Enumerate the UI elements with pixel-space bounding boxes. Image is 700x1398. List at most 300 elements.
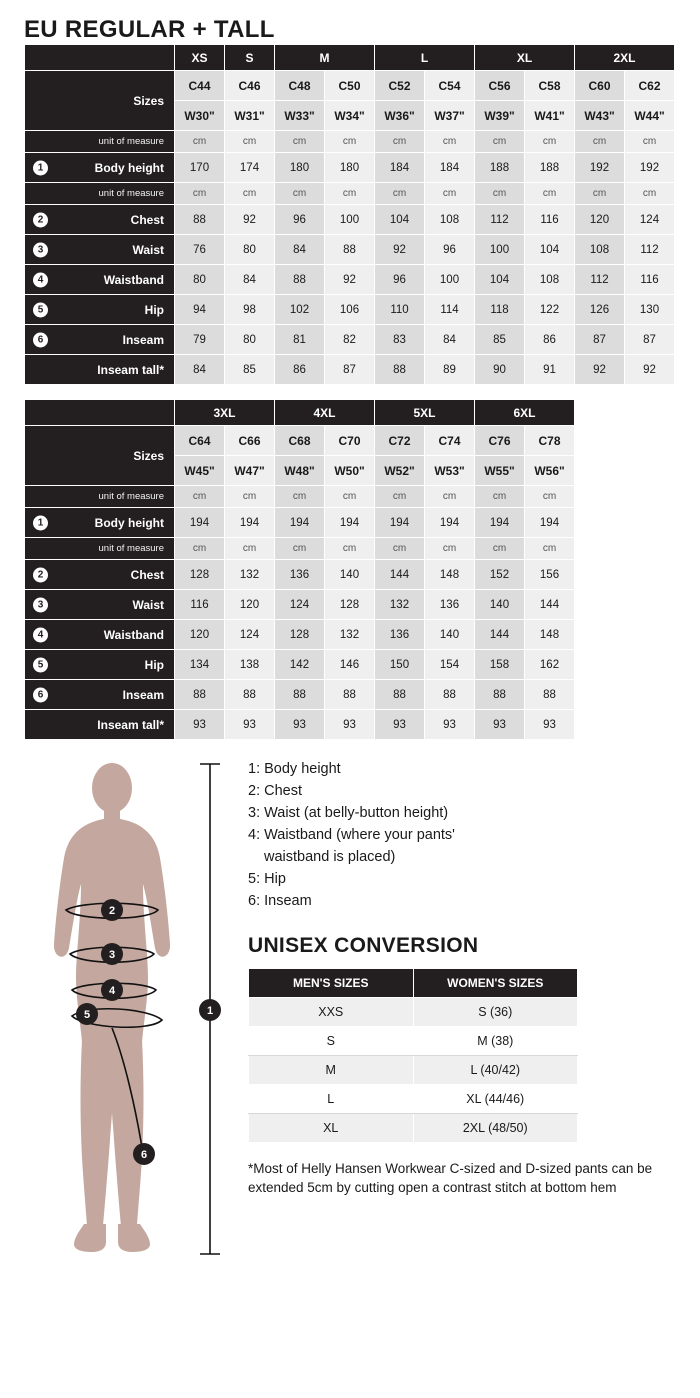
data-cell: cm: [275, 538, 325, 560]
data-cell: 80: [225, 325, 275, 355]
data-cell: 88: [475, 680, 525, 710]
data-cell: 92: [325, 265, 375, 295]
data-cell: 85: [225, 355, 275, 385]
data-cell: cm: [525, 183, 575, 205]
row-label: 3 Waist: [25, 235, 175, 265]
row-label: 2 Chest: [25, 205, 175, 235]
row-label: unit of measure: [25, 538, 175, 560]
data-cell: 128: [325, 590, 375, 620]
row-label: unit of measure: [25, 486, 175, 508]
data-cell: 152: [475, 560, 525, 590]
data-cell: 194: [275, 508, 325, 538]
row-marker-5: 5: [33, 657, 48, 672]
size-code-cell: C54: [425, 71, 475, 101]
data-cell: 80: [225, 235, 275, 265]
data-cell: cm: [175, 538, 225, 560]
data-cell: 148: [425, 560, 475, 590]
size-code-cell: C60: [575, 71, 625, 101]
data-cell: 124: [625, 205, 675, 235]
data-cell: cm: [425, 486, 475, 508]
data-cell: cm: [425, 538, 475, 560]
data-cell: 194: [525, 508, 575, 538]
data-cell: 142: [275, 650, 325, 680]
table-row: [25, 131, 675, 153]
data-cell: 104: [525, 235, 575, 265]
data-cell: 120: [175, 620, 225, 650]
size-code-cell: C46: [225, 71, 275, 101]
data-cell: 88: [525, 680, 575, 710]
row-marker-4: 4: [33, 627, 48, 642]
row-label: 6 Inseam: [25, 680, 175, 710]
data-cell: 184: [375, 153, 425, 183]
group-header-row: [25, 400, 575, 426]
data-cell: 128: [175, 560, 225, 590]
data-cell: 83: [375, 325, 425, 355]
row-label: 4 Waistband: [25, 265, 175, 295]
data-cell: 112: [475, 205, 525, 235]
data-cell: cm: [575, 131, 625, 153]
row-marker-2: 2: [33, 212, 48, 227]
footnote-text: *Most of Helly Hansen Workwear C-sized and D-sized pants can be extended 5cm by cutting open a contrast stitch at bottom hem: [248, 1161, 653, 1195]
unisex-conversion-table: [248, 968, 578, 1143]
data-cell: 84: [425, 325, 475, 355]
data-cell: 132: [325, 620, 375, 650]
size-code-cell: C74: [425, 426, 475, 456]
data-cell: 91: [525, 355, 575, 385]
data-cell: 116: [625, 265, 675, 295]
data-cell: 93: [275, 710, 325, 740]
data-cell: cm: [225, 131, 275, 153]
data-cell: 146: [325, 650, 375, 680]
data-cell: 88: [225, 680, 275, 710]
data-cell: 84: [225, 265, 275, 295]
data-cell: 86: [525, 325, 575, 355]
waist-code-cell: W34": [325, 101, 375, 131]
legend-item-3: 4: Waistband (where your pants': [248, 827, 455, 843]
data-cell: 92: [225, 205, 275, 235]
waist-code-cell: W37": [425, 101, 475, 131]
conversion-cell: M (38): [413, 1027, 578, 1056]
marker-3: 3: [108, 949, 116, 961]
size-code-cell: C58: [525, 71, 575, 101]
table-row: [25, 183, 675, 205]
conversion-cell: 2XL (48/50): [413, 1114, 578, 1143]
data-cell: 150: [375, 650, 425, 680]
data-cell: 100: [475, 235, 525, 265]
data-cell: 158: [475, 650, 525, 680]
data-cell: 148: [525, 620, 575, 650]
data-cell: cm: [475, 486, 525, 508]
waist-code-cell: W52": [375, 456, 425, 486]
data-cell: 100: [425, 265, 475, 295]
data-cell: 92: [625, 355, 675, 385]
marker-5: 5: [83, 1009, 91, 1021]
conversion-cell: L: [249, 1085, 414, 1114]
lower-section: [0, 740, 700, 1268]
data-cell: 126: [575, 295, 625, 325]
body-diagram-svg: [24, 758, 229, 1268]
data-cell: 120: [575, 205, 625, 235]
data-cell: 192: [575, 153, 625, 183]
row-marker-3: 3: [33, 242, 48, 257]
sizes-c-row: [25, 426, 575, 456]
size-code-cell: C50: [325, 71, 375, 101]
data-cell: 88: [325, 680, 375, 710]
size-code-cell: C72: [375, 426, 425, 456]
data-cell: cm: [275, 183, 325, 205]
table-row: [25, 650, 575, 680]
conversion-cell: S (36): [413, 998, 578, 1027]
data-cell: cm: [625, 131, 675, 153]
data-cell: 136: [275, 560, 325, 590]
data-cell: 134: [175, 650, 225, 680]
data-cell: cm: [175, 131, 225, 153]
data-cell: 140: [475, 590, 525, 620]
table-row: [25, 538, 575, 560]
data-cell: 188: [475, 153, 525, 183]
table-row: [25, 153, 675, 183]
size-table-regular: [24, 44, 675, 385]
page-title: EU REGULAR + TALL: [24, 16, 275, 43]
size-code-cell: C78: [525, 426, 575, 456]
waist-code-cell: W55": [475, 456, 525, 486]
size-table-regular-wrap: [0, 44, 700, 385]
table-row: [25, 560, 575, 590]
size-code-cell: C56: [475, 71, 525, 101]
data-cell: 184: [425, 153, 475, 183]
row-label: 4 Waistband: [25, 620, 175, 650]
data-cell: 85: [475, 325, 525, 355]
table-row: [25, 235, 675, 265]
data-cell: cm: [175, 486, 225, 508]
table-row: [25, 265, 675, 295]
conversion-row: [249, 1056, 578, 1085]
data-cell: 110: [375, 295, 425, 325]
waist-code-cell: W30": [175, 101, 225, 131]
data-cell: 136: [425, 590, 475, 620]
waist-code-cell: W39": [475, 101, 525, 131]
data-cell: 194: [225, 508, 275, 538]
data-cell: cm: [625, 183, 675, 205]
data-cell: 128: [275, 620, 325, 650]
data-cell: cm: [475, 131, 525, 153]
legend-item-2: 3: Waist (at belly-button height): [248, 805, 449, 821]
data-cell: 90: [475, 355, 525, 385]
data-cell: 79: [175, 325, 225, 355]
data-cell: 122: [525, 295, 575, 325]
data-cell: cm: [325, 486, 375, 508]
data-cell: 124: [225, 620, 275, 650]
data-cell: 116: [525, 205, 575, 235]
data-cell: 194: [175, 508, 225, 538]
data-cell: 87: [325, 355, 375, 385]
data-cell: 144: [475, 620, 525, 650]
data-cell: 144: [375, 560, 425, 590]
data-cell: 104: [375, 205, 425, 235]
row-marker-1: 1: [33, 160, 48, 175]
body-silhouette-icon: [54, 763, 170, 1252]
data-cell: cm: [525, 131, 575, 153]
marker-1: 1: [206, 1005, 214, 1017]
data-cell: 76: [175, 235, 225, 265]
data-cell: 130: [625, 295, 675, 325]
table-row: [25, 620, 575, 650]
data-cell: 93: [375, 710, 425, 740]
data-cell: 180: [325, 153, 375, 183]
data-cell: 93: [175, 710, 225, 740]
data-cell: 118: [475, 295, 525, 325]
group-header: XS: [175, 45, 225, 71]
data-cell: 120: [225, 590, 275, 620]
legend-item-6: 6: Inseam: [248, 893, 312, 909]
data-cell: 144: [525, 590, 575, 620]
data-cell: cm: [175, 183, 225, 205]
row-marker-1: 1: [33, 515, 48, 530]
data-cell: 96: [275, 205, 325, 235]
data-cell: 132: [225, 560, 275, 590]
sizes-label: Sizes: [25, 71, 175, 131]
table-row: [25, 325, 675, 355]
data-cell: cm: [575, 183, 625, 205]
conversion-cell: M: [249, 1056, 414, 1085]
row-marker-3: 3: [33, 597, 48, 612]
waist-code-cell: W56": [525, 456, 575, 486]
group-header: 2XL: [575, 45, 675, 71]
row-label: 6 Inseam: [25, 325, 175, 355]
conversion-cell: XL (44/46): [413, 1085, 578, 1114]
table-row: [25, 295, 675, 325]
data-cell: 84: [275, 235, 325, 265]
conversion-row: [249, 998, 578, 1027]
size-table-plus: [24, 399, 575, 740]
group-header: 3XL: [175, 400, 275, 426]
size-code-cell: C68: [275, 426, 325, 456]
data-cell: 162: [525, 650, 575, 680]
row-label: Inseam tall*: [25, 710, 175, 740]
data-cell: 89: [425, 355, 475, 385]
size-code-cell: C70: [325, 426, 375, 456]
table-row: [25, 508, 575, 538]
data-cell: 180: [275, 153, 325, 183]
data-cell: cm: [325, 183, 375, 205]
legend-item-5: 5: Hip: [248, 871, 286, 887]
data-cell: 88: [375, 355, 425, 385]
data-cell: 194: [475, 508, 525, 538]
data-cell: cm: [375, 131, 425, 153]
data-cell: 88: [175, 205, 225, 235]
data-cell: cm: [225, 486, 275, 508]
data-cell: 108: [575, 235, 625, 265]
group-header: 5XL: [375, 400, 475, 426]
size-code-cell: C76: [475, 426, 525, 456]
data-cell: 88: [275, 680, 325, 710]
size-code-cell: C48: [275, 71, 325, 101]
group-header: XL: [475, 45, 575, 71]
data-cell: 102: [275, 295, 325, 325]
data-cell: 194: [375, 508, 425, 538]
marker-6: 6: [140, 1149, 148, 1161]
size-code-cell: C52: [375, 71, 425, 101]
waist-code-cell: W45": [175, 456, 225, 486]
data-cell: 87: [625, 325, 675, 355]
size-table-plus-wrap: [0, 399, 700, 740]
data-cell: cm: [375, 183, 425, 205]
conversion-header: WOMEN'S SIZES: [413, 969, 578, 998]
data-cell: cm: [425, 131, 475, 153]
row-marker-2: 2: [33, 567, 48, 582]
data-cell: cm: [375, 486, 425, 508]
waist-code-cell: W48": [275, 456, 325, 486]
waist-code-cell: W36": [375, 101, 425, 131]
data-cell: 170: [175, 153, 225, 183]
data-cell: cm: [275, 486, 325, 508]
row-marker-6: 6: [33, 687, 48, 702]
group-header: 4XL: [275, 400, 375, 426]
data-cell: cm: [425, 183, 475, 205]
conversion-cell: XXS: [249, 998, 414, 1027]
size-code-cell: C44: [175, 71, 225, 101]
waist-code-cell: W47": [225, 456, 275, 486]
row-label: 2 Chest: [25, 560, 175, 590]
data-cell: cm: [225, 538, 275, 560]
data-cell: 114: [425, 295, 475, 325]
waist-code-cell: W43": [575, 101, 625, 131]
data-cell: 96: [425, 235, 475, 265]
data-cell: 94: [175, 295, 225, 325]
data-cell: 86: [275, 355, 325, 385]
group-header: 6XL: [475, 400, 575, 426]
data-cell: cm: [325, 538, 375, 560]
data-cell: 136: [375, 620, 425, 650]
data-cell: 93: [325, 710, 375, 740]
waist-code-cell: W33": [275, 101, 325, 131]
row-marker-4: 4: [33, 272, 48, 287]
waist-code-cell: W50": [325, 456, 375, 486]
conversion-row: [249, 1027, 578, 1056]
data-cell: 82: [325, 325, 375, 355]
sizes-c-row: [25, 71, 675, 101]
data-cell: 156: [525, 560, 575, 590]
group-header: L: [375, 45, 475, 71]
row-label: 1 Body height: [25, 153, 175, 183]
table-row: [25, 486, 575, 508]
row-label: 5 Hip: [25, 650, 175, 680]
conversion-title: UNISEX CONVERSION: [248, 934, 479, 957]
data-cell: cm: [275, 131, 325, 153]
conversion-header: MEN'S SIZES: [249, 969, 414, 998]
data-cell: 106: [325, 295, 375, 325]
row-marker-6: 6: [33, 332, 48, 347]
data-cell: 104: [475, 265, 525, 295]
data-cell: 98: [225, 295, 275, 325]
data-cell: 80: [175, 265, 225, 295]
table-row: [25, 680, 575, 710]
data-cell: 140: [325, 560, 375, 590]
measurement-figure: [24, 758, 234, 1268]
conversion-row: [249, 1085, 578, 1114]
size-code-cell: C64: [175, 426, 225, 456]
data-cell: 96: [375, 265, 425, 295]
sizes-label: Sizes: [25, 426, 175, 486]
conversion-cell: XL: [249, 1114, 414, 1143]
row-label: Inseam tall*: [25, 355, 175, 385]
data-cell: 84: [175, 355, 225, 385]
conversion-cell: S: [249, 1027, 414, 1056]
data-cell: 174: [225, 153, 275, 183]
legend-item-4: waistband is placed): [264, 849, 396, 865]
group-header-row: [25, 45, 675, 71]
data-cell: 93: [525, 710, 575, 740]
waist-code-cell: W53": [425, 456, 475, 486]
size-code-cell: C62: [625, 71, 675, 101]
data-cell: 116: [175, 590, 225, 620]
group-header: S: [225, 45, 275, 71]
data-cell: 88: [275, 265, 325, 295]
row-label: 3 Waist: [25, 590, 175, 620]
data-cell: cm: [525, 486, 575, 508]
row-label: unit of measure: [25, 183, 175, 205]
row-label: 5 Hip: [25, 295, 175, 325]
waist-code-cell: W44": [625, 101, 675, 131]
data-cell: 108: [425, 205, 475, 235]
legend-item-0: 1: Body height: [248, 761, 341, 777]
row-label: unit of measure: [25, 131, 175, 153]
data-cell: 81: [275, 325, 325, 355]
data-cell: 92: [375, 235, 425, 265]
data-cell: 112: [625, 235, 675, 265]
data-cell: cm: [225, 183, 275, 205]
data-cell: 88: [425, 680, 475, 710]
data-cell: cm: [525, 538, 575, 560]
waist-code-cell: W41": [525, 101, 575, 131]
data-cell: 140: [425, 620, 475, 650]
size-code-cell: C66: [225, 426, 275, 456]
data-cell: cm: [375, 538, 425, 560]
data-cell: 100: [325, 205, 375, 235]
marker-4: 4: [108, 985, 116, 997]
group-header: M: [275, 45, 375, 71]
legend-item-1: 2: Chest: [248, 783, 302, 799]
table-corner: [25, 400, 175, 426]
marker-2: 2: [108, 905, 116, 917]
data-cell: 93: [225, 710, 275, 740]
data-cell: 92: [575, 355, 625, 385]
data-cell: 93: [475, 710, 525, 740]
data-cell: cm: [475, 183, 525, 205]
data-cell: cm: [325, 131, 375, 153]
data-cell: 124: [275, 590, 325, 620]
data-cell: 88: [175, 680, 225, 710]
row-marker-5: 5: [33, 302, 48, 317]
table-row: [25, 590, 575, 620]
conversion-header-row: [249, 969, 578, 998]
table-row: [25, 710, 575, 740]
data-cell: 93: [425, 710, 475, 740]
data-cell: 192: [625, 153, 675, 183]
data-cell: 88: [325, 235, 375, 265]
table-row: [25, 205, 675, 235]
data-cell: 194: [325, 508, 375, 538]
data-cell: 112: [575, 265, 625, 295]
data-cell: 108: [525, 265, 575, 295]
data-cell: 132: [375, 590, 425, 620]
data-cell: 87: [575, 325, 625, 355]
waist-code-cell: W31": [225, 101, 275, 131]
data-cell: cm: [475, 538, 525, 560]
table-corner: [25, 45, 175, 71]
data-cell: 154: [425, 650, 475, 680]
row-label: 1 Body height: [25, 508, 175, 538]
